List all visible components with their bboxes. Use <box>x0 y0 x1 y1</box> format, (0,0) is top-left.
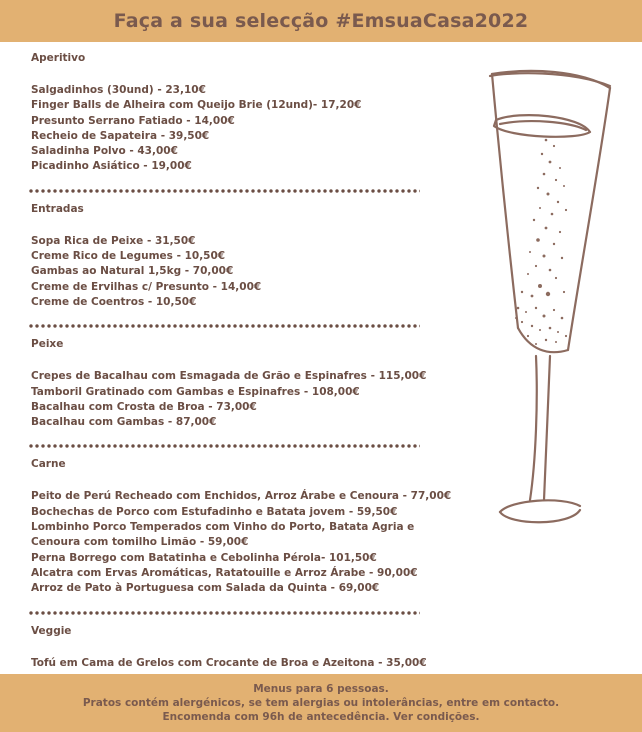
section-title: Peixe <box>31 338 64 351</box>
menu-item: Bacalhau com Crosta de Broa - 73,00€ <box>31 400 257 413</box>
menu-item: Gambas ao Natural 1,5kg - 70,00€ <box>31 265 234 278</box>
footer-note: Encomenda com 96h de antecedência. Ver condições. <box>162 711 480 723</box>
section-title: Aperitivo <box>31 52 86 64</box>
champagne-glass-icon <box>470 60 620 540</box>
footer-note: Menus para 6 pessoas. <box>253 683 389 695</box>
menu-item: Bochechas de Porco com Estufadinho e Batata jovem - 59,50€ <box>31 505 398 518</box>
footer-note: Pratos contém alergénicos, se tem alergias ou intolerâncias, entre em contacto. <box>82 697 560 709</box>
menu-content <box>31 52 491 671</box>
menu-item: Alcatra com Ervas Aromáticas, Ratatouille e Arroz Árabe - 90,00€ <box>31 566 418 579</box>
menu-item: Salgadinhos (30und) - 23,10€ <box>31 84 206 96</box>
menu-item: Tofú em Cama de Grelos com Crocante de Broa e Azeitona - 35,00€ <box>31 656 427 669</box>
menu-item: Creme de Ervilhas c/ Presunto - 14,00€ <box>31 280 262 293</box>
menu-item: Creme de Coentros - 10,50€ <box>31 295 197 308</box>
menu-item: Presunto Serrano Fatiado - 14,00€ <box>31 114 235 127</box>
menu-item: Picadinho Asiático - 19,00€ <box>31 160 192 173</box>
section-aperitivo <box>31 52 491 175</box>
menu-item: Tamboril Gratinado com Gambas e Espinafres - 108,00€ <box>31 385 360 398</box>
footer-banner <box>0 674 642 732</box>
dotted-divider <box>28 324 420 328</box>
section-title: Entradas <box>31 202 84 215</box>
menu-item: Arroz de Pato à Portuguesa com Salada da Quinta - 69,00€ <box>31 582 380 595</box>
page-title: Faça a sua selecção #EmsuaCasa2022 <box>113 10 529 32</box>
section-veggie <box>31 625 491 671</box>
menu-item: Saladinha Polvo - 43,00€ <box>31 145 178 158</box>
menu-item: Creme Rico de Legumes - 10,50€ <box>31 250 226 263</box>
menu-item: Crepes de Bacalhau com Esmagada de Grão e Espinafres - 115,00€ <box>31 370 427 383</box>
menu-item: Perna Borrego com Batatinha e Cebolinha Pérola- 101,50€ <box>31 551 377 564</box>
header-banner <box>0 0 642 42</box>
menu-item: Recheio de Sapateira - 39,50€ <box>31 129 210 142</box>
section-carne <box>31 458 491 596</box>
dotted-divider <box>28 189 420 193</box>
section-title: Veggie <box>31 624 72 637</box>
menu-item: Finger Balls de Alheira com Queijo Brie (12und)- 17,20€ <box>31 99 362 112</box>
section-peixe <box>31 338 491 430</box>
menu-item: Peito de Perú Recheado com Enchidos, Arroz Árabe e Cenoura - 77,00€ <box>31 490 452 503</box>
menu-item: Bacalhau com Gambas - 87,00€ <box>31 416 217 429</box>
section-entradas <box>31 203 491 310</box>
dotted-divider <box>28 444 420 448</box>
menu-item: Lombinho Porco Temperados com Vinho do Porto, Batata Agria e Cenoura com tomilho Limão - 59,00€ <box>31 521 415 549</box>
menu-item: Sopa Rica de Peixe - 31,50€ <box>31 234 196 247</box>
section-title: Carne <box>31 458 66 471</box>
dotted-divider <box>28 611 420 615</box>
